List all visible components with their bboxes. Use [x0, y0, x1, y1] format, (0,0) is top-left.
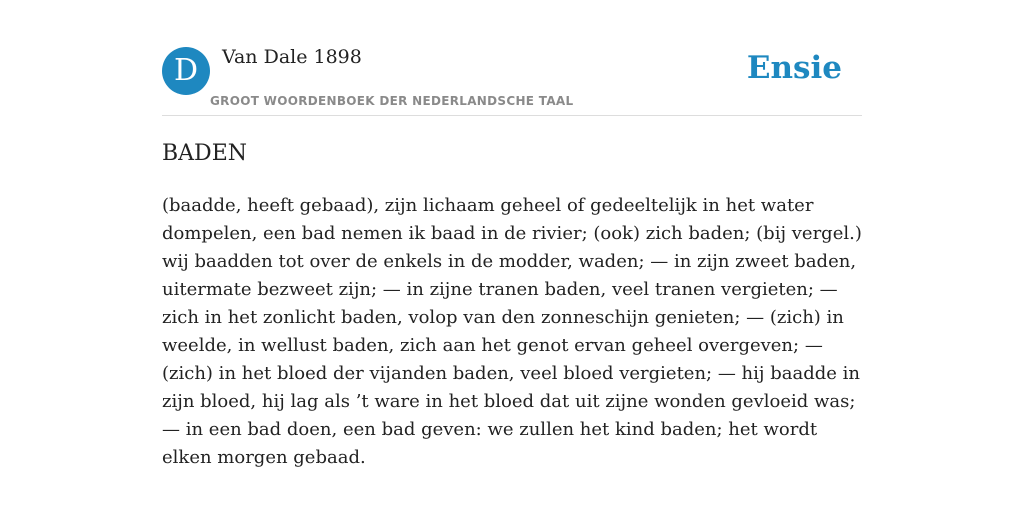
- source-avatar: D: [162, 47, 210, 95]
- source-title: Van Dale 1898: [222, 46, 362, 68]
- entry-headword: BADEN: [162, 141, 248, 166]
- source-subtitle: GROOT WOORDENBOEK DER NEDERLANDSCHE TAAL: [210, 94, 574, 108]
- entry-definition: (baadde, heeft gebaad), zijn lichaam geheel of gedeeltelijk in het water dompelen, een bad nemen ik baad in de rivier; (ook) zich baden; (bij vergel.) wij baadden tot over de enkels in de modder, waden; — in zijn zweet baden, uitermate bezweet zijn; — in zijne tranen baden, veel tranen vergieten; — zich in het zonlicht baden, volop van den zonneschijn genieten; — (zich) in weelde, in wellust baden, zich aan het genot ervan geheel overgeven; — (zich) in het bloed der vijanden baden, veel bloed vergieten; — hij baadde in zijn bloed, hij lag als ’t ware in het bloed dat uit zijne wonden gevloeid was; — in een bad doen, een bad geven: we zullen het kind baden; het wordt elken morgen gebaad.: [162, 195, 862, 468]
- header-divider: [162, 115, 862, 116]
- brand-logo[interactable]: Ensie: [746, 50, 842, 86]
